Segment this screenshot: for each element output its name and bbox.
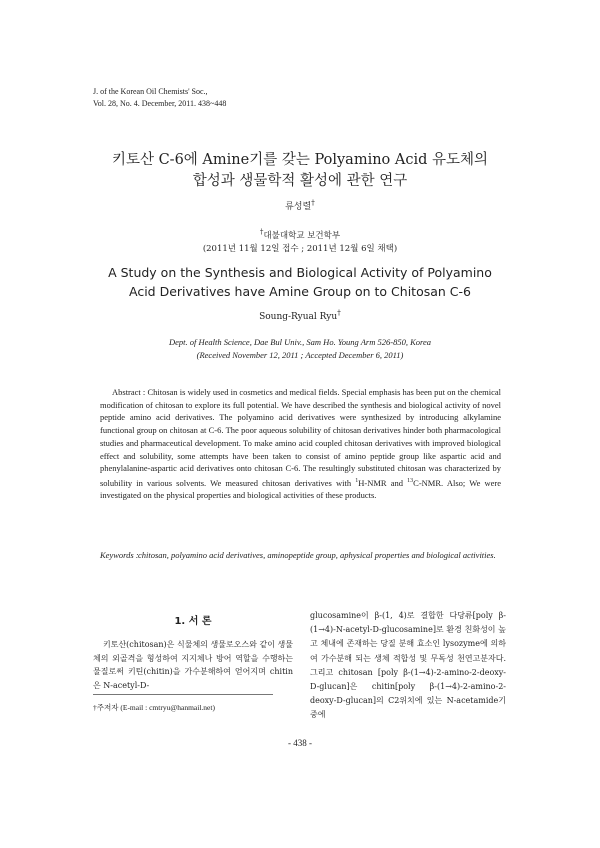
- english-title: [0, 263, 600, 301]
- affil-dagger: †: [259, 227, 264, 236]
- korean-affiliation: [0, 225, 600, 256]
- keywords-value: chitosan, polyamino acid derivatives, aminopeptide group, aphysical properties and biological activities.: [138, 550, 496, 560]
- korean-author-name: 류성렬: [285, 202, 312, 212]
- english-affiliation: [0, 336, 600, 362]
- korean-title-line1: 키토산 C-6에 Amine기를 갖는 Polyamino Acid 유도체의: [111, 152, 489, 168]
- abstract-sup-13: 13: [407, 477, 414, 484]
- korean-title-line2: 합성과 생물학적 활성에 관한 연구: [192, 173, 408, 189]
- abstract-text-b: H-NMR and: [358, 477, 408, 488]
- journal-volume: Vol. 28, No. 4. December, 2011. 438~448: [93, 99, 227, 108]
- footnote: †주저자 (E-mail : cmtryu@hanmail.net): [93, 703, 215, 712]
- english-title-line1: A Study on the Synthesis and Biological Activity of Polyamino: [108, 265, 492, 280]
- keywords: [100, 549, 510, 562]
- author-dagger: †: [311, 198, 315, 207]
- english-received-dates: (Received November 12, 2011 ; Accepted December 6, 2011): [196, 350, 404, 360]
- english-author-name: Soung-Ryual Ryu: [259, 312, 338, 322]
- abstract-text-c: C-NMR. Also; We were investigated on the physical properties and biological activities of these products.: [100, 477, 501, 501]
- abstract-sup-1: 1: [355, 477, 359, 484]
- right-column-text: glucosamine이 β-(1, 4)로 결합한 다당류[poly β-(1→4)-N-acetyl-D-glucosamine]로 환경 친화성이 높고 체내에 존재하는 당질 분해 효소인 lysozyme에 의하여 가수분해 되는 생체 적합성 및 무독성 천연고분자다. 그리고 chitosan [poly β-(1→4)-2-amino-2-deoxy-D-glucan]은 chitin[poly β-(1→4)-2-amino-2-deoxy-D-glucan]의 C2위치에 있는 N-acetamide기 중에: [310, 611, 506, 720]
- abstract-text-a: Chitosan is widely used in cosmetics and medical fields. Special emphasis has been put on the chemical modification of chitosan to explore its full potential. We have described the synthesis and biological activity of novel peptide amino acid derivatives. The polyamino acid derivatives were synthesized by introducing alkylamine functional group on chitosan at C-6. The poor aqueous solubility of chitosan derivatives hinder both pharmacological studies and pharmaceutical development. To make amino acid coupled chitosan derivatives with improved biological effect and solubility, some attempts have been taken to consist of amino peptide group like aspartic acid and phenylalanine-aspartic acid derivatives onto chitosan C-6. The resultingly substituted chitosan was characterized by solubility in various solvents. We measured chitosan derivatives with: [100, 387, 501, 488]
- korean-title: [0, 150, 600, 192]
- english-title-line2: Acid Derivatives have Amine Group on to Chitosan C-6: [129, 284, 471, 299]
- journal-name: J. of the Korean Oil Chemists' Soc.,: [93, 87, 208, 96]
- abstract-label: Abstract: [112, 387, 141, 397]
- footnote-divider: [93, 694, 273, 695]
- section-heading-introduction: 1. 서 론: [174, 616, 212, 627]
- page-number: - 438 -: [288, 738, 312, 748]
- korean-author: [0, 198, 600, 212]
- english-affiliation-dept: Dept. of Health Science, Dae Bul Univ., Sam Ho. Young Arm 526-850, Korea: [168, 337, 432, 347]
- korean-affiliation-dept: 대불대학교 보건학부: [263, 230, 341, 241]
- author-en-dagger: †: [337, 308, 341, 317]
- introduction-paragraph: 키토산(chitosan)은 식물체의 생물로오스와 같이 생물체의 외골격을 형성하여 지지체나 방어 역할을 수행하는 물질로써 키틴(chitin)을 가수분해하여 얻어지며 chitin은 N-acetyl-D-: [93, 640, 293, 690]
- korean-received-dates: (2011년 11월 12일 접수 ; 2011년 12월 6일 채택): [202, 243, 398, 254]
- left-column: [93, 612, 293, 692]
- keywords-label: Keywords :: [100, 550, 139, 560]
- abstract: Abstract : Chitosan is widely used in cosmetics and medical fields. Special emphasis has been put on the chemical modification of chitosan to explore its full potential. We have described the synthesis and biological activity of novel peptide amino acid derivatives. The polyamino acid derivatives were synthesized by introducing alkylamine functional group on chitosan at C-6. The poor aqueous solubility of chitosan derivatives hinder both pharmacological studies and pharmaceutical development. To make amino acid coupled chitosan derivatives with improved biological effect and solubility, some attempts have been taken to consist of amino peptide group like aspartic acid and phenylalanine-aspartic acid derivatives onto chitosan C-6. The resultingly substituted chitosan was characterized by solubility in various solvents. We measured chitosan derivatives with $^1$H-NMR and $^{13}$C-NMR. Also; We were investigated on the physical properties and biological activities of these products.: [100, 387, 501, 501]
- journal-citation: [93, 86, 226, 110]
- english-author: [0, 308, 600, 322]
